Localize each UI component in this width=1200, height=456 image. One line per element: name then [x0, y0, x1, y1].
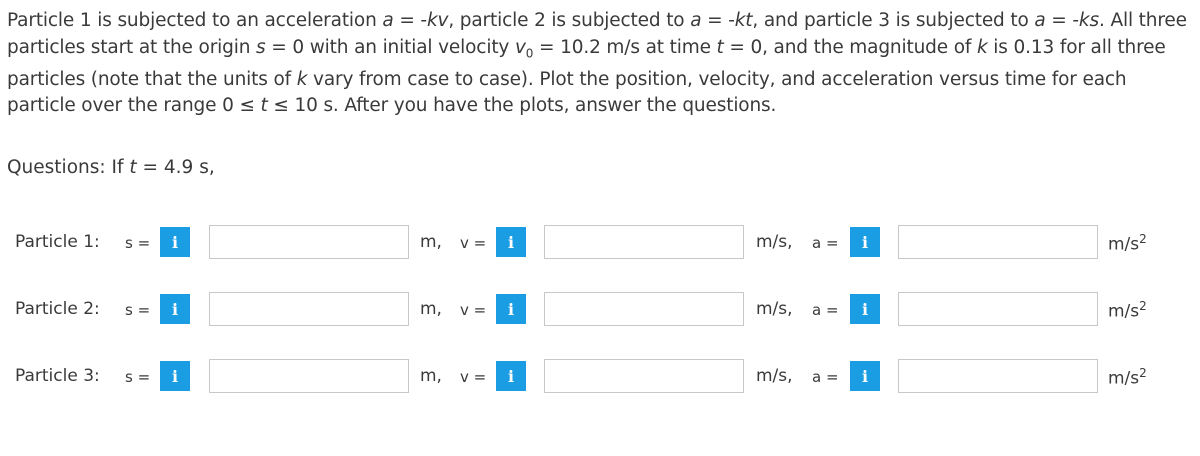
- velocity-input-box[interactable]: [544, 359, 744, 393]
- info-icon[interactable]: i: [850, 361, 880, 391]
- position-unit: m,: [420, 232, 442, 252]
- answer-row-particle-1: [0, 222, 1200, 262]
- info-icon[interactable]: i: [496, 294, 526, 324]
- v-equals-label: v =: [460, 301, 487, 319]
- answer-row-particle-3: [0, 356, 1200, 396]
- info-icon[interactable]: i: [496, 361, 526, 391]
- info-icon[interactable]: i: [850, 294, 880, 324]
- position-input-box[interactable]: [209, 225, 409, 259]
- velocity-input[interactable]: [545, 226, 743, 258]
- info-icon[interactable]: i: [160, 294, 190, 324]
- position-input[interactable]: [210, 360, 408, 392]
- position-unit: m,: [420, 366, 442, 386]
- velocity-unit: m/s,: [756, 299, 793, 319]
- v-equals-label: v =: [460, 234, 487, 252]
- s-equals-label: s =: [125, 234, 151, 252]
- s-equals-label: s =: [125, 301, 151, 319]
- particle-label: Particle 1:: [15, 232, 100, 252]
- position-unit: m,: [420, 299, 442, 319]
- a-equals-label: a =: [812, 368, 839, 386]
- acceleration-input-box[interactable]: [898, 225, 1098, 259]
- a-equals-label: a =: [812, 301, 839, 319]
- info-icon[interactable]: i: [160, 361, 190, 391]
- answer-row-particle-2: [0, 289, 1200, 329]
- acceleration-input[interactable]: [899, 293, 1097, 325]
- particle-label: Particle 3:: [15, 366, 100, 386]
- acceleration-input[interactable]: [899, 360, 1097, 392]
- acceleration-input-box[interactable]: [898, 359, 1098, 393]
- velocity-input-box[interactable]: [544, 292, 744, 326]
- position-input-box[interactable]: [209, 292, 409, 326]
- position-input[interactable]: [210, 293, 408, 325]
- a-equals-label: a =: [812, 234, 839, 252]
- velocity-input[interactable]: [545, 293, 743, 325]
- info-icon[interactable]: i: [496, 227, 526, 257]
- acceleration-input-box[interactable]: [898, 292, 1098, 326]
- position-input[interactable]: [210, 226, 408, 258]
- acceleration-unit: $m/s^2$: [1108, 366, 1147, 389]
- particle-label: Particle 2:: [15, 299, 100, 319]
- acceleration-unit: $m/s^2$: [1108, 232, 1147, 255]
- position-input-box[interactable]: [209, 359, 409, 393]
- problem-text: Particle 1 is subjected to an acceleration a = -kv, particle 2 is subjected to a = -kt, and particle 3 is subjected to a = -ks. All three particles start at the origin s = 0 with an initial velocity $v_0 = 10.2$ m/s at time t = 0, and the magnitude of k is 0.13 for all three particles (note that the units of k vary from case to case). Plot the position, velocity, and acceleration versus time for each particle over the range 0 ≤ t ≤ 10 s. After you have the plots, answer the questions.: [7, 10, 1187, 117]
- info-icon[interactable]: i: [850, 227, 880, 257]
- info-icon[interactable]: i: [160, 227, 190, 257]
- problem-statement: [7, 8, 1197, 120]
- v-equals-label: v =: [460, 368, 487, 386]
- acceleration-input[interactable]: [899, 226, 1097, 258]
- velocity-unit: m/s,: [756, 232, 793, 252]
- s-equals-label: s =: [125, 368, 151, 386]
- velocity-input-box[interactable]: [544, 225, 744, 259]
- velocity-input[interactable]: [545, 360, 743, 392]
- questions-heading: Questions: If t = 4.9 s,: [7, 157, 215, 178]
- velocity-unit: m/s,: [756, 366, 793, 386]
- acceleration-unit: $m/s^2$: [1108, 299, 1147, 322]
